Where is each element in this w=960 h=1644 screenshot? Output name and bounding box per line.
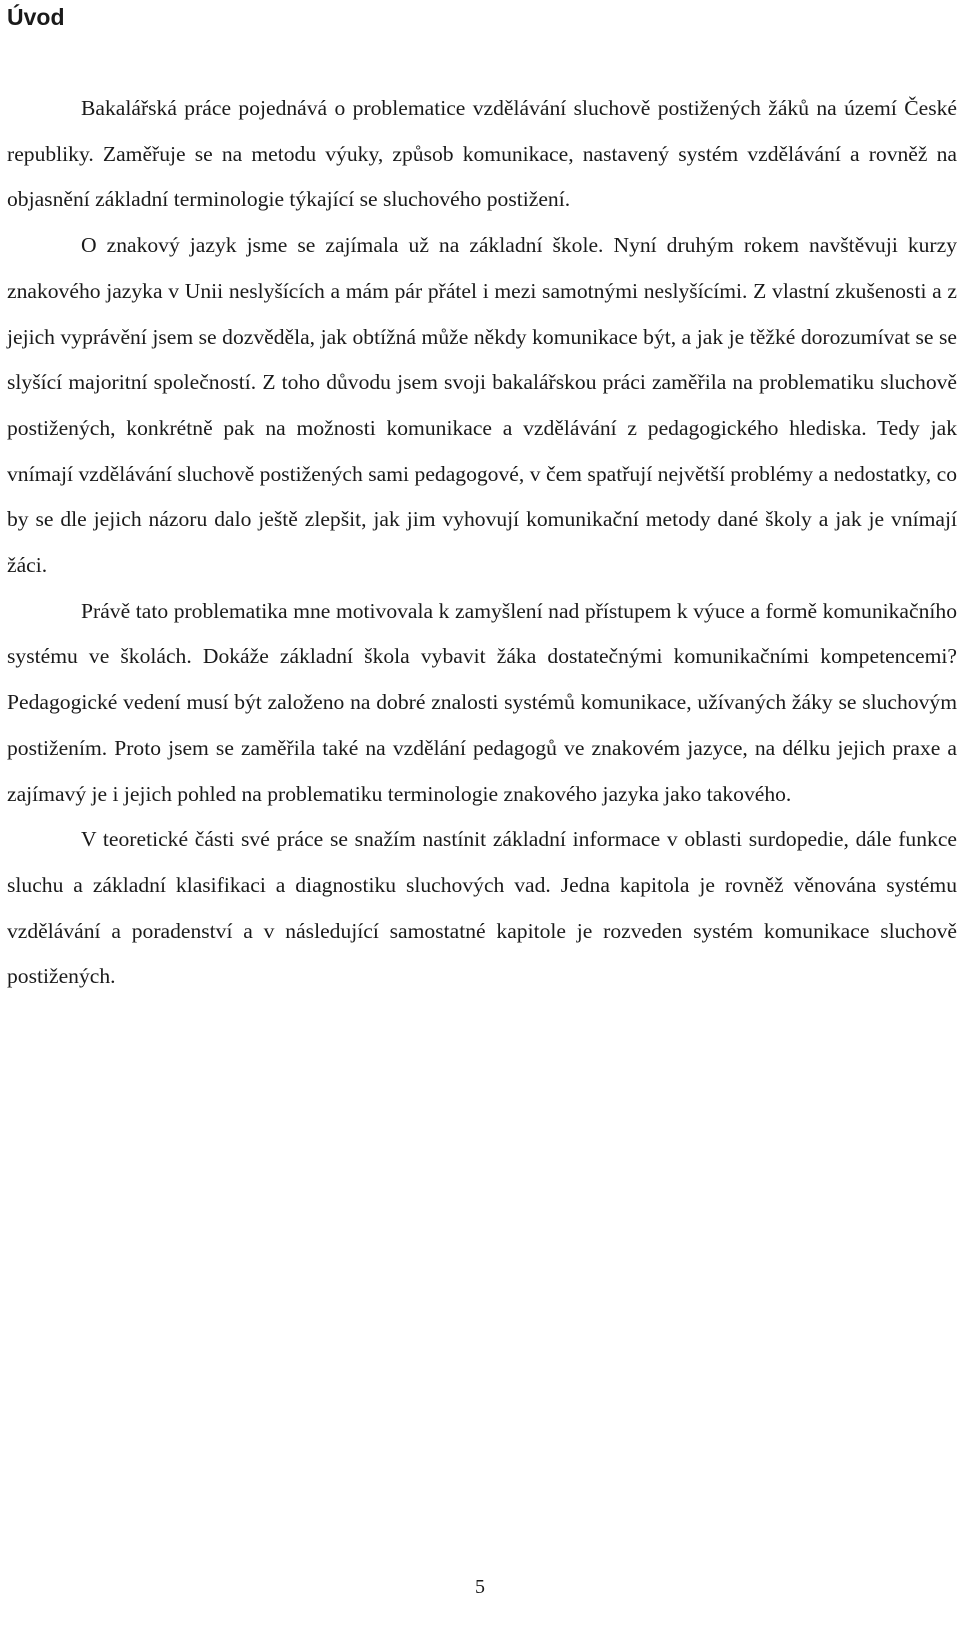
paragraph-structure: V teoretické části své práce se snažím nastínit základní informace v oblasti surdopedie, dále funkce sluchu a základní klasifikaci a diagnostiku sluchových vad. Jedna kapitola je rovněž věnována systému vzdělávání a poradenství a v následující samostatné kapitole je rozveden systém komunikace sluchově postižených. <box>7 827 957 989</box>
paragraph-motivation: O znakový jazyk jsme se zajímala už na základní škole. Nyní druhým rokem navštěvuji kurzy znakového jazyka v Unii neslyšících a mám pár přátel i mezi samotnými neslyšícími. Z vlastní zkušenosti a z jejich vyprávění jsem se dozvěděla, jak obtížná může někdy komunikace být, a jak je těžké dorozumívat se se slyšící majoritní společností. Z toho důvodu jsem svoji bakalářskou práci zaměřila na problematiku sluchově postižených, konkrétně pak na možnosti komunikace a vzdělávání z pedagogického hlediska. Tedy jak vnímají vzdělávání sluchově postižených sami pedagogové, v čem spatřují největší problémy a nedostatky, co by se dle jejich názoru dalo ještě zlepšit, jak jim vyhovují komunikační metody dané školy a jak je vnímají žáci. <box>7 233 957 578</box>
section-heading: Úvod <box>7 4 65 30</box>
body-text <box>7 86 957 1000</box>
paragraph-intro: Bakalářská práce pojednává o problematice vzdělávání sluchově postižených žáků na území České republiky. Zaměřuje se na metodu výuky, způsob komunikace, nastavený systém vzdělávání a rovněž na objasnění základní terminologie týkající se sluchového postižení. <box>7 96 957 212</box>
page-number: 5 <box>475 1576 485 1598</box>
paragraph-problem: Právě tato problematika mne motivovala k zamyšlení nad přístupem k výuce a formě komunikačního systému ve školách. Dokáže základní škola vybavit žáka dostatečnými komunikačními kompetencemi? Pedagogické vedení musí být založeno na dobré znalosti systémů komunikace, užívaných žáky se sluchovým postižením. Proto jsem se zaměřila také na vzdělání pedagogů ve znakovém jazyce, na délku jejich praxe a zajímavý je i jejich pohled na problematiku terminologie znakového jazyka jako takového. <box>7 598 957 806</box>
